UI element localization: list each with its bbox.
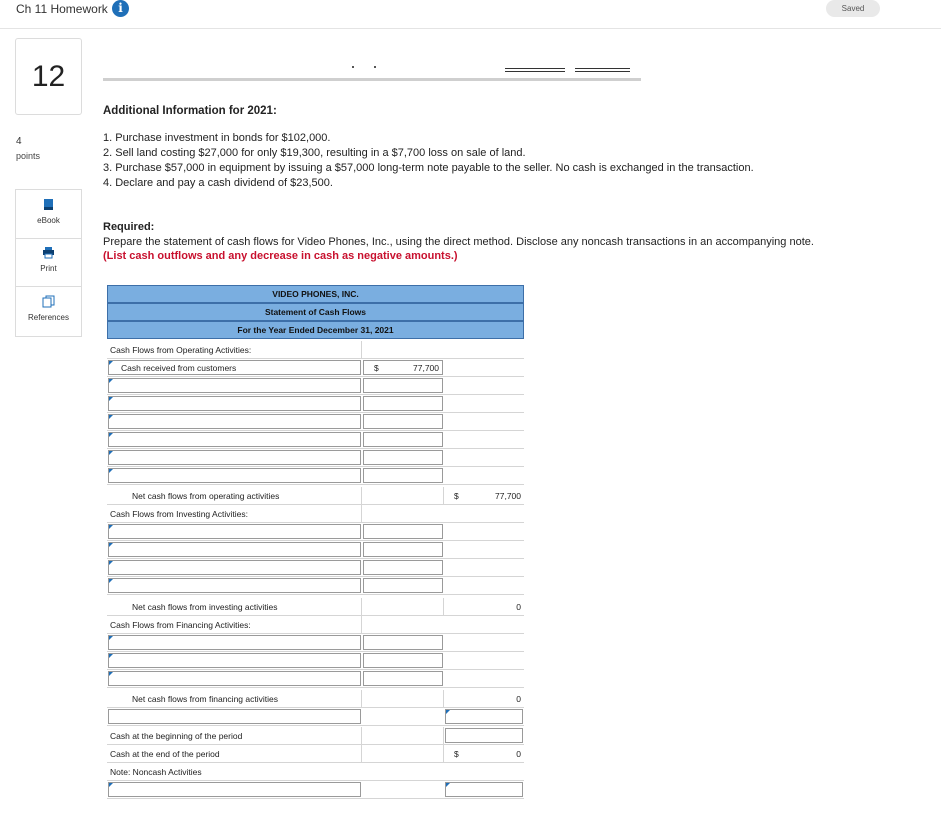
table-row [107, 541, 524, 559]
table-row [107, 727, 524, 745]
top-bar [0, 0, 941, 29]
amount-input[interactable] [363, 396, 443, 411]
required-heading: Required: [103, 221, 155, 233]
table-row [107, 745, 524, 763]
print-button[interactable] [16, 238, 81, 287]
net-operating-label: Net cash flows from operating activities [107, 487, 362, 505]
info-icon[interactable]: i [112, 0, 129, 17]
table-row [107, 377, 524, 395]
net-investing-label: Net cash flows from investing activities [107, 598, 362, 616]
dropdown-flag-icon [109, 654, 113, 658]
points-value: 4 [16, 136, 22, 147]
table-row [107, 413, 524, 431]
table-row [107, 763, 524, 781]
additional-info-heading: Additional Information for 2021: [103, 105, 277, 117]
line-item-input[interactable] [108, 653, 361, 668]
net-financing-total [444, 690, 524, 708]
ebook-label: eBook [37, 216, 60, 225]
net-investing-total [444, 598, 524, 616]
table-row [107, 577, 524, 595]
dropdown-flag-icon [109, 636, 113, 640]
amount-input[interactable] [363, 524, 443, 539]
required-note: (List cash outflows and any decrease in cash as negative amounts.) [103, 250, 458, 262]
table-row [107, 449, 524, 467]
dropdown-flag-icon [109, 469, 113, 473]
divider [505, 71, 565, 72]
list-item: 3. Purchase $57,000 in equipment by issuing a $57,000 long-term note payable to the seller. No cash is exchanged in the transaction. [103, 162, 754, 174]
noncash-note-input[interactable] [108, 782, 361, 797]
required-instructions: Prepare the statement of cash flows for Video Phones, Inc., using the direct method. Disclose any noncash transactions in an accompanying note. [103, 236, 814, 248]
question-divider [103, 78, 641, 81]
line-item-input[interactable] [108, 671, 361, 686]
dropdown-flag-icon [109, 397, 113, 401]
amount-input[interactable] [363, 653, 443, 668]
print-label: Print [40, 264, 57, 273]
cash-flow-worksheet [107, 285, 524, 800]
amount-input[interactable] [363, 560, 443, 575]
table-row [107, 523, 524, 541]
table-row [107, 467, 524, 485]
empty-cell [362, 727, 444, 745]
investing-heading: Cash Flows from Investing Activities: [107, 505, 362, 523]
table-row [107, 559, 524, 577]
cash-end-total [444, 745, 524, 763]
empty-cell [362, 745, 444, 763]
amount-input[interactable] [363, 542, 443, 557]
cash-begin-amount-input[interactable] [445, 728, 523, 743]
dropdown-flag-icon [446, 710, 450, 714]
line-item-input[interactable] [108, 450, 361, 465]
table-row [107, 708, 524, 726]
ebook-button[interactable] [16, 190, 81, 239]
line-item-input[interactable] [108, 360, 361, 375]
dropdown-flag-icon [446, 783, 450, 787]
line-item-input[interactable] [108, 468, 361, 483]
table-row [107, 598, 524, 616]
statement-title: Statement of Cash Flows [107, 303, 524, 321]
progress-dot [352, 66, 354, 68]
saved-badge: Saved [826, 0, 880, 17]
line-item-input[interactable] [108, 635, 361, 650]
note-label: Note: Noncash Activities [110, 767, 202, 777]
points-label: points [16, 151, 41, 161]
dropdown-flag-icon [109, 451, 113, 455]
change-in-cash-amount-input[interactable] [445, 709, 523, 724]
amount-input[interactable] [363, 360, 443, 375]
amount-input[interactable] [363, 635, 443, 650]
dropdown-flag-icon [109, 579, 113, 583]
dropdown-flag-icon [109, 379, 113, 383]
line-item-input[interactable] [108, 542, 361, 557]
divider [505, 68, 565, 69]
dollar-sign: $ [454, 749, 459, 759]
table-row [107, 652, 524, 670]
net-operating-amount: 77,700 [495, 491, 521, 501]
divider [575, 68, 630, 69]
company-name: VIDEO PHONES, INC. [107, 285, 524, 303]
table-row [107, 781, 524, 799]
net-investing-amount: 0 [516, 602, 521, 612]
change-in-cash-input[interactable] [108, 709, 361, 724]
amount-input[interactable] [363, 432, 443, 447]
amount-input[interactable] [363, 414, 443, 429]
dollar-sign: $ [374, 363, 379, 373]
empty-cell [362, 598, 444, 616]
table-row [107, 634, 524, 652]
financing-heading: Cash Flows from Financing Activities: [107, 616, 362, 634]
cash-begin-label: Cash at the beginning of the period [107, 727, 362, 745]
references-label: References [28, 313, 69, 322]
table-row [107, 487, 524, 505]
noncash-amount-input[interactable] [445, 782, 523, 797]
line-item-input[interactable] [108, 378, 361, 393]
net-financing-label: Net cash flows from financing activities [107, 690, 362, 708]
printer-icon [42, 246, 55, 259]
cash-end-label: Cash at the end of the period [107, 745, 362, 763]
dollar-sign: $ [454, 491, 459, 501]
list-item: 2. Sell land costing $27,000 for only $19,300, resulting in a $7,700 loss on sale of land. [103, 147, 526, 159]
amount-input[interactable] [363, 450, 443, 465]
table-row [107, 395, 524, 413]
table-row [107, 341, 524, 359]
documents-icon [42, 295, 55, 308]
line-item-input[interactable] [108, 578, 361, 593]
table-row [107, 616, 524, 634]
statement-period: For the Year Ended December 31, 2021 [107, 321, 524, 339]
line-item-input[interactable] [108, 524, 361, 539]
additional-info-list [103, 131, 754, 191]
dropdown-flag-icon [109, 415, 113, 419]
dropdown-flag-icon [109, 561, 113, 565]
table-row [107, 690, 524, 708]
empty-cell [362, 690, 444, 708]
amount-input[interactable] [363, 378, 443, 393]
required-text [103, 235, 823, 263]
dropdown-flag-icon [109, 543, 113, 547]
line-item-input[interactable] [108, 560, 361, 575]
assignment-title: Ch 11 Homework [16, 2, 108, 16]
divider [575, 71, 630, 72]
table-row [107, 505, 524, 523]
amount-input[interactable] [363, 578, 443, 593]
operating-heading: Cash Flows from Operating Activities: [107, 341, 362, 359]
tools-panel [15, 189, 82, 337]
line-item-input[interactable] [108, 396, 361, 411]
question-number: 12 [15, 38, 82, 115]
dropdown-flag-icon [109, 433, 113, 437]
cash-received-label: Cash received from customers [121, 363, 237, 373]
ebook-icon [42, 198, 55, 211]
dropdown-flag-icon [109, 672, 113, 676]
amount-input[interactable] [363, 671, 443, 686]
table-row [107, 359, 524, 377]
cash-end-amount: 0 [516, 749, 521, 759]
net-financing-amount: 0 [516, 694, 521, 704]
dropdown-flag-icon [109, 361, 113, 365]
line-item-input[interactable] [108, 432, 361, 447]
progress-dot [374, 66, 376, 68]
dropdown-flag-icon [109, 525, 113, 529]
list-item: 4. Declare and pay a cash dividend of $23,500. [103, 177, 333, 189]
list-item: 1. Purchase investment in bonds for $102,000. [103, 132, 331, 144]
amount-input[interactable] [363, 468, 443, 483]
references-button[interactable] [16, 287, 81, 335]
line-item-input[interactable] [108, 414, 361, 429]
cash-received-amount: 77,700 [413, 363, 439, 373]
table-row [107, 670, 524, 688]
table-row [107, 431, 524, 449]
empty-cell [362, 487, 444, 505]
dropdown-flag-icon [109, 783, 113, 787]
net-operating-total [444, 487, 524, 505]
